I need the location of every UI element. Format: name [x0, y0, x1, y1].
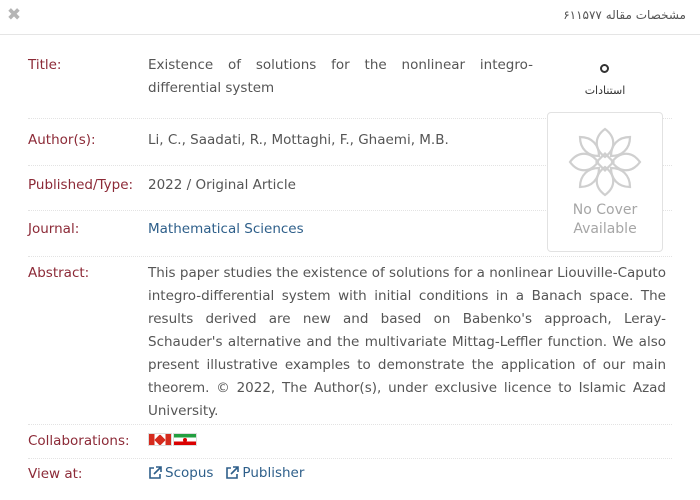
view-at-row — [28, 466, 672, 496]
external-link-icon — [148, 466, 162, 480]
external-link-icon — [225, 466, 239, 480]
collaboration-flags — [148, 433, 197, 446]
citations-label: استنادات — [584, 84, 626, 97]
external-links — [148, 465, 304, 481]
no-cover-text — [548, 201, 662, 239]
iran-flag-icon — [173, 433, 197, 446]
dialog-header — [0, 0, 700, 35]
abstract-label: Abstract: — [28, 265, 90, 281]
cover-placeholder — [547, 112, 663, 252]
title-label: Title: — [28, 57, 62, 73]
no-cover-line-1: No Cover — [572, 202, 638, 218]
authors-value: Li, C., Saadati, R., Mottaghi, F., Ghaemi, M.B. — [148, 132, 449, 148]
dialog-title: مشخصات مقاله ۶۱۱۵۷۷ — [563, 8, 686, 22]
collaborations-label: Collaborations: — [28, 433, 130, 449]
cover-ornament-icon — [566, 125, 644, 199]
journal-label: Journal: — [28, 221, 80, 237]
journal-link[interactable]: Mathematical Sciences — [148, 221, 304, 237]
scopus-link[interactable] — [148, 465, 213, 481]
no-cover-line-2: Available — [573, 221, 637, 237]
view-at-label: View at: — [28, 466, 83, 482]
published-label: Published/Type: — [28, 177, 134, 193]
authors-label: Author(s): — [28, 132, 96, 148]
publisher-link[interactable] — [225, 465, 304, 481]
canada-flag-icon — [148, 433, 172, 446]
published-value: 2022 / Original Article — [148, 177, 296, 193]
abstract-text: This paper studies the existence of solutions for a nonlinear Liouville-Caputo integro-differential system with initial conditions in a Banach space. The results derived are new and based on Babenko's approach, Leray-Schauder's alternative and the multivariate Mittag-Leffler function. We also present illustrative examples to demonstrate the application of our main theorem. © 2022, The Author(s), under exclusive licence to Islamic Azad University. — [148, 265, 666, 419]
scopus-link-label: Scopus — [165, 465, 214, 481]
citations-count[interactable] — [600, 64, 609, 73]
publisher-link-label: Publisher — [242, 465, 305, 481]
collaborations-row — [28, 433, 672, 459]
abstract-row — [28, 265, 672, 425]
title-value: Existence of solutions for the nonlinear integro-differential system — [148, 57, 533, 96]
close-icon[interactable]: ✖ — [6, 5, 22, 25]
